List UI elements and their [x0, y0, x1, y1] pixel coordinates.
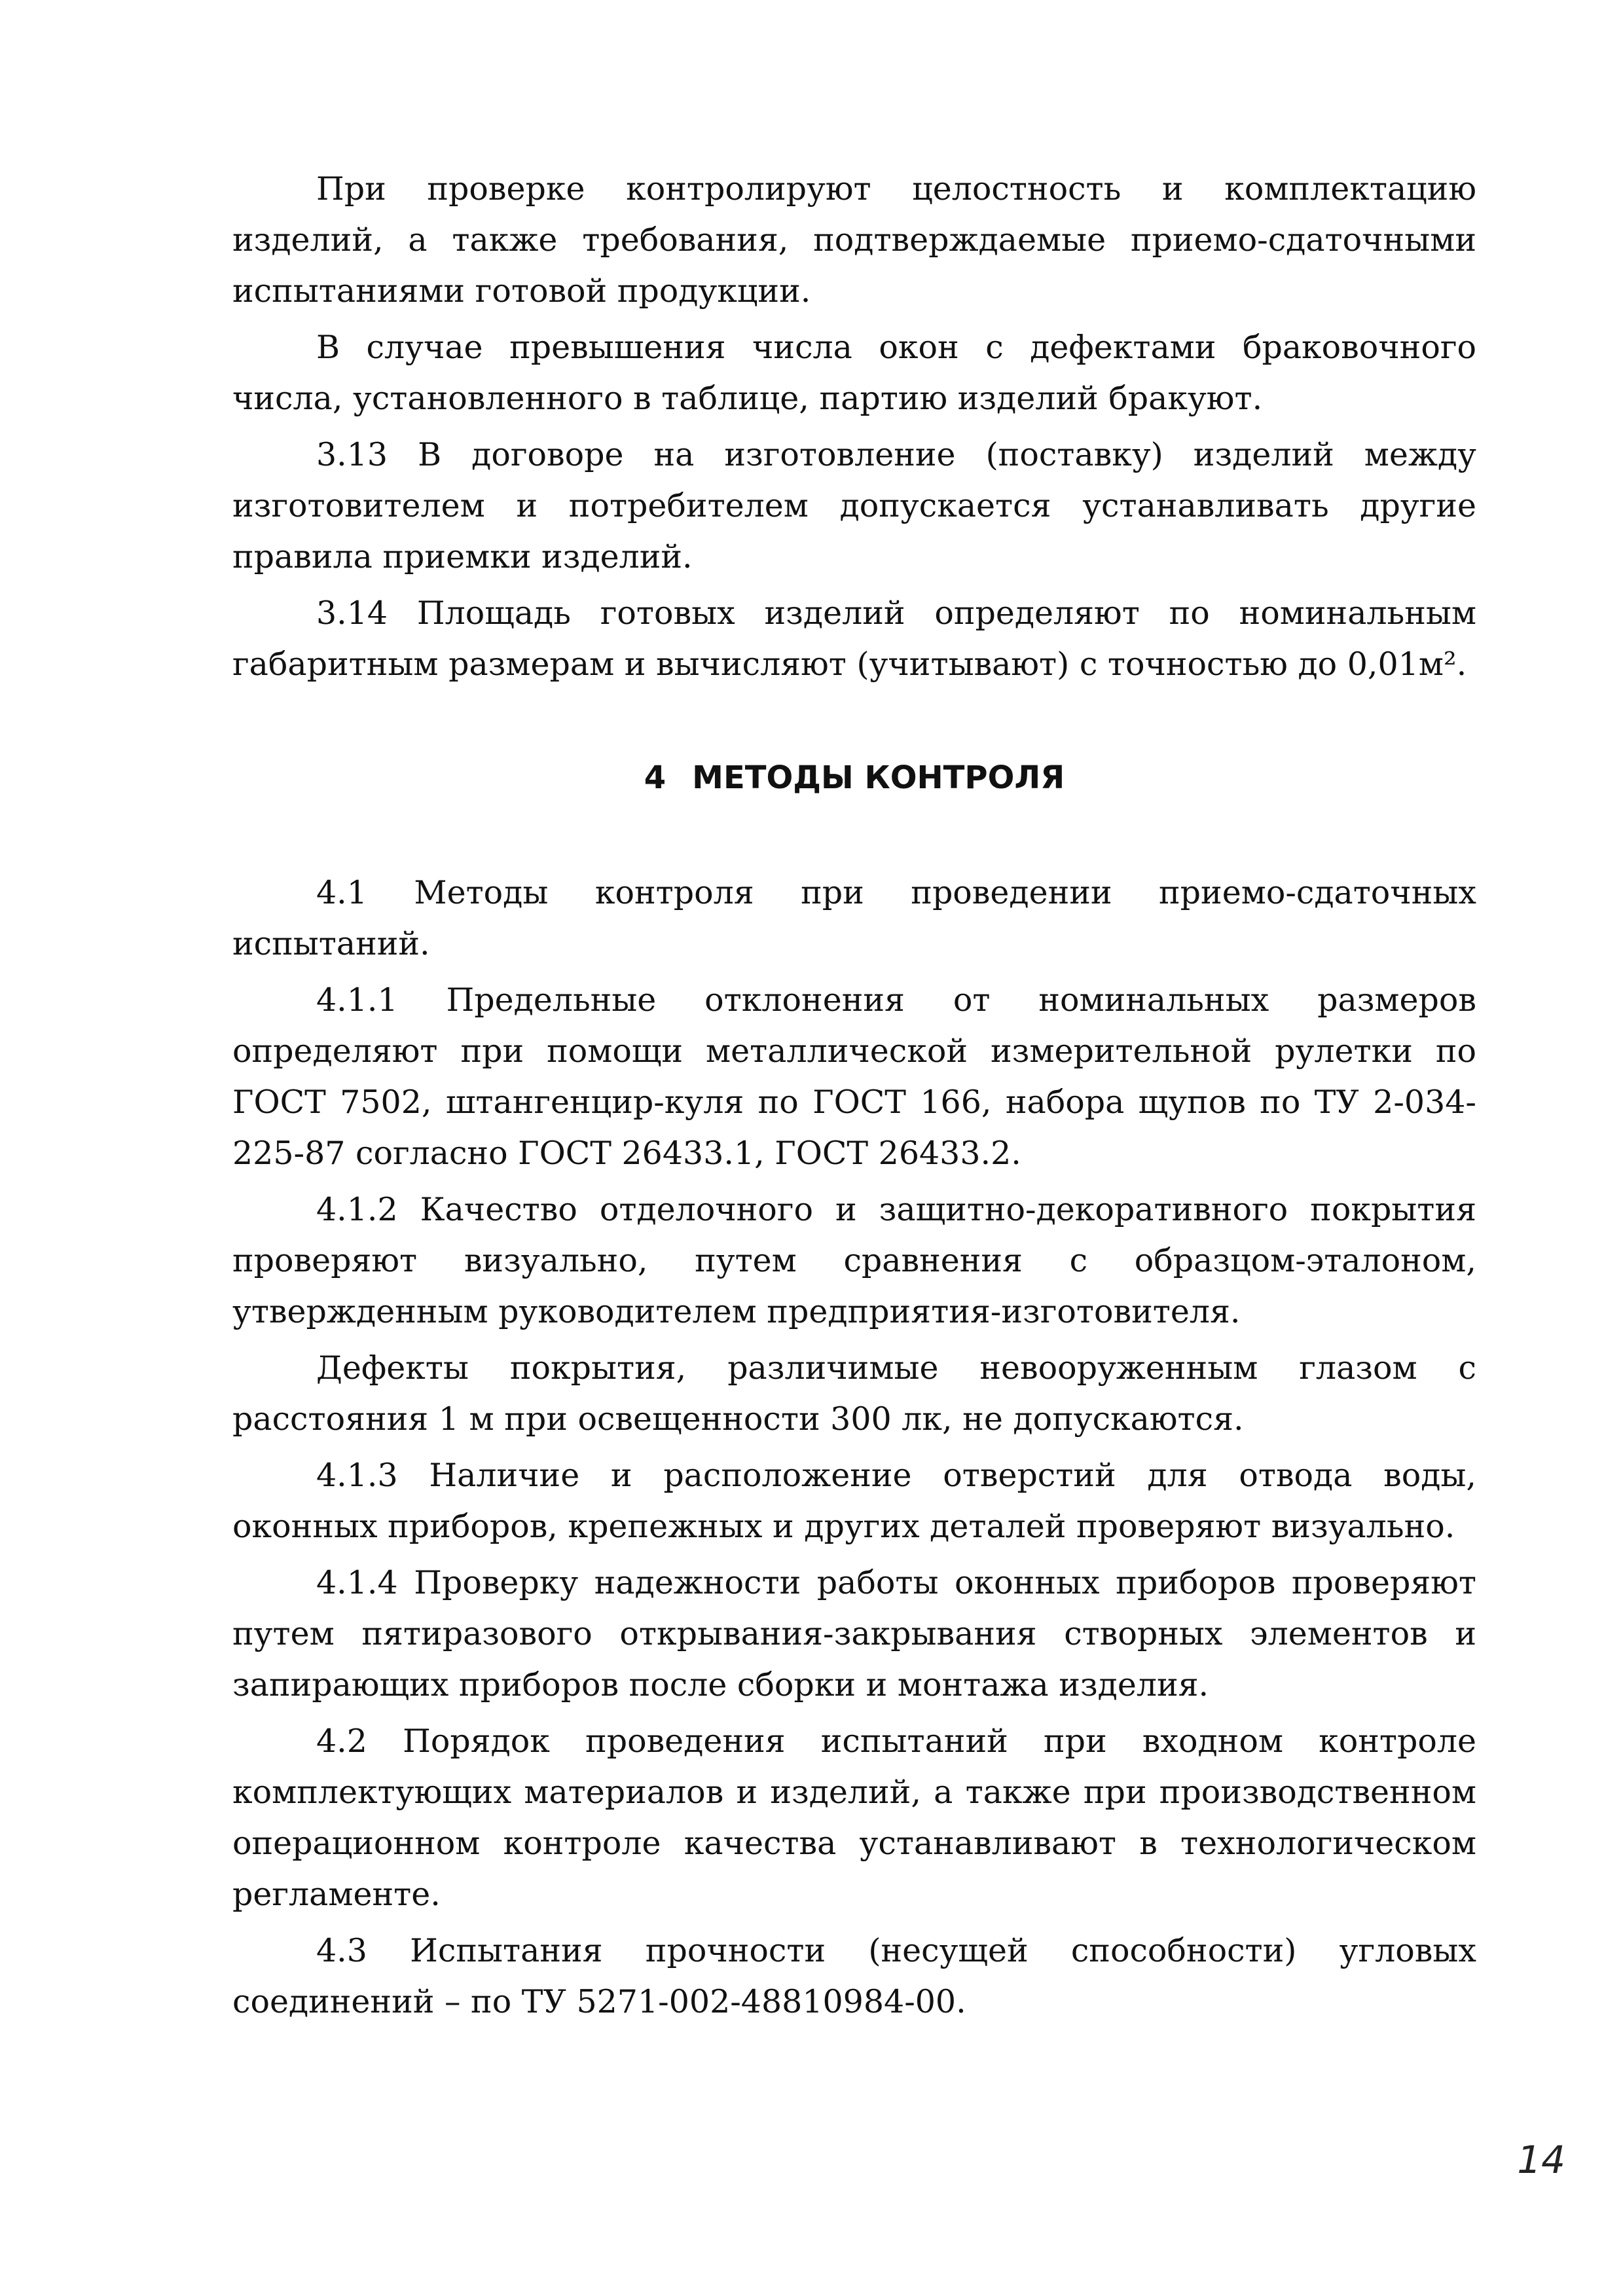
paragraph-3-13: 3.13 В договоре на изготовление (поставку) изделий между изготовителем и потребителем допускается устанавливать другие правила приемки изделий.	[232, 436, 1476, 575]
paragraph-inspection-scope: При проверке контролируют целостность и комплектацию изделий, а также требования, подтверждаемые приемо-сдаточными испытаниями готовой продукции.	[232, 170, 1476, 310]
paragraph-4-1-2: 4.1.2 Качество отделочного и защитно-декоративного покрытия проверяют визуально, путем сравнения с образцом-эталоном, утвержденным руководителем предприятия-изготовителя.	[232, 1191, 1476, 1330]
paragraph-3-14: 3.14 Площадь готовых изделий определяют по номинальным габаритным размерам и вычисляют (учитывают) с точностью до 0,01м².	[232, 594, 1476, 683]
section-title: МЕТОДЫ КОНТРОЛЯ	[692, 759, 1065, 796]
document-page	[232, 164, 1476, 2028]
paragraph-4-1: 4.1 Методы контроля при проведении приемо-сдаточных испытаний.	[232, 874, 1476, 962]
paragraph-4-2: 4.2 Порядок проведения испытаний при входном контроле комплектующих материалов и изделий, а также при производственном операционном контроле качества устанавливают в технологическом регламенте.	[232, 1722, 1476, 1913]
page-number: 14	[1517, 2138, 1565, 2182]
paragraph-4-1-3: 4.1.3 Наличие и расположение отверстий для отвода воды, оконных приборов, крепежных и других деталей проверяют визуально.	[232, 1457, 1476, 1545]
paragraph-4-1-1: 4.1.1 Предельные отклонения от номинальных размеров определяют при помощи металлической измерительной рулетки по ГОСТ 7502, штангенцир-куля по ГОСТ 166, набора щупов по ТУ 2-034-225-87 согласно ГОСТ 26433.1, ГОСТ 26433.2.	[232, 981, 1476, 1172]
section-heading	[232, 752, 1476, 803]
paragraph-coating-defects: Дефекты покрытия, различимые невооруженным глазом с расстояния 1 м при освещенности 300 лк, не допускаются.	[232, 1349, 1476, 1438]
paragraph-batch-rejection: В случае превышения числа окон с дефектами браковочного числа, установленного в таблице, партию изделий бракуют.	[232, 329, 1476, 417]
paragraph-4-3: 4.3 Испытания прочности (несущей способности) угловых соединений – по ТУ 5271-002-48810984-00.	[232, 1932, 1476, 2020]
paragraph-4-1-4: 4.1.4 Проверку надежности работы оконных приборов проверяют путем пятиразового открывания-закрывания створных элементов и запирающих приборов после сборки и монтажа изделия.	[232, 1564, 1476, 1704]
section-number: 4	[644, 759, 666, 796]
